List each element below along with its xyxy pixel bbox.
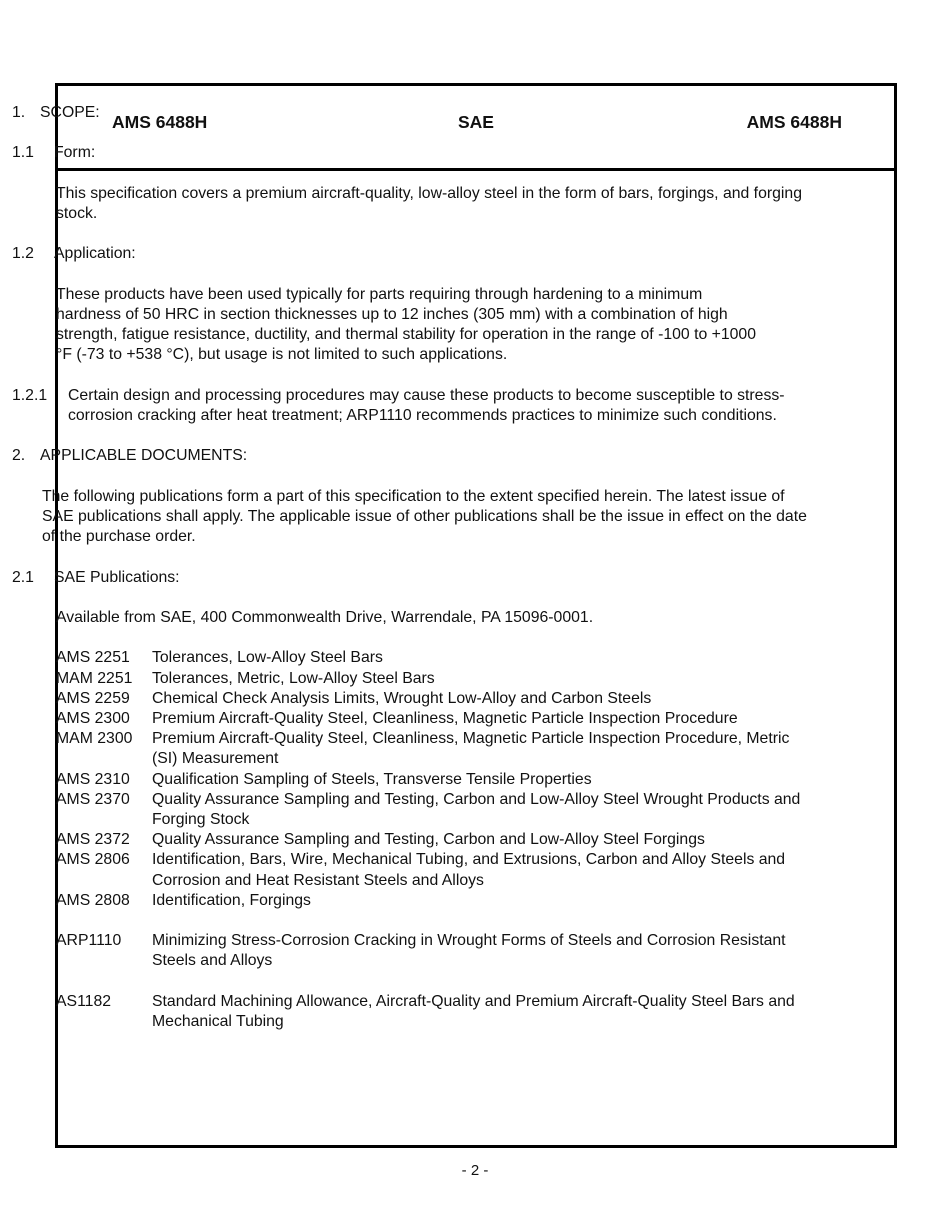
document-item <box>56 648 812 668</box>
section-2-text: The following publications form a part of this specification to the extent specified herein. The latest issue of SAE publications shall apply. The applicable issue of other publications shall be the issue in effect on the date of the purchase order. <box>42 487 807 546</box>
section-title: APPLICABLE DOCUMENTS: <box>40 447 248 465</box>
section-2-1-heading <box>12 568 812 588</box>
document-code: AMS 2372 <box>56 831 130 849</box>
section-1-1-text: This specification covers a premium aircraft-quality, low-alloy steel in the form of bars, forgings, and forging stock. <box>56 184 802 222</box>
section-title: Form: <box>54 144 96 162</box>
section-title: SAE Publications: <box>54 568 180 586</box>
document-code: AMS 2259 <box>56 689 130 707</box>
document-item <box>56 992 812 1032</box>
document-title: Identification, Bars, Wire, Mechanical Tubing, and Extrusions, Carbon and Alloy Steels and Corrosion and Heat Resistant Steels and Alloys <box>152 851 786 889</box>
document-code: AMS 2310 <box>56 770 130 788</box>
document-title: Qualification Sampling of Steels, Transverse Tensile Properties <box>152 770 592 788</box>
document-title: Quality Assurance Sampling and Testing, Carbon and Low-Alloy Steel Forgings <box>152 831 705 849</box>
section-text: Certain design and processing procedures may cause these products to become susceptible to stress-corrosion cracking after heat treatment; ARP1110 recommends practices to minimize such conditions. <box>68 386 785 424</box>
section-number: 2.1 <box>12 568 34 586</box>
section-1-1-heading <box>12 143 812 163</box>
document-title: Chemical Check Analysis Limits, Wrought Low-Alloy and Carbon Steels <box>152 689 652 707</box>
document-title: Identification, Forgings <box>152 891 311 909</box>
document-item <box>56 669 812 689</box>
document-code: MAM 2251 <box>56 669 133 687</box>
page-number: - 2 - <box>461 1162 489 1179</box>
document-item <box>56 830 812 850</box>
document-code: AMS 2300 <box>56 709 130 727</box>
section-number: 1.2.1 <box>12 386 48 404</box>
document-title: Premium Aircraft-Quality Steel, Cleanliness, Magnetic Particle Inspection Procedure <box>152 709 738 727</box>
section-1-heading <box>12 103 812 123</box>
document-code: AMS 2370 <box>56 790 130 808</box>
section-title: SCOPE: <box>40 104 100 121</box>
section-1-2-heading <box>12 244 812 264</box>
section-2-1-text: Available from SAE, 400 Commonwealth Drive, Warrendale, PA 15096-0001. <box>56 608 594 626</box>
document-item <box>56 790 812 830</box>
document-item <box>56 709 812 729</box>
section-number: 2. <box>12 447 26 465</box>
header-doc-number-left: AMS 6488H <box>112 112 208 132</box>
document-code: ARP1110 <box>56 932 122 950</box>
section-number: 1.2 <box>12 245 34 263</box>
document-title: Minimizing Stress-Corrosion Cracking in Wrought Forms of Steels and Corrosion Resistant Steels and Alloys <box>152 932 786 970</box>
document-item <box>56 931 812 971</box>
document-item <box>56 891 812 911</box>
document-item <box>56 689 812 709</box>
section-1-2-text: These products have been used typically for parts requiring through hardening to a minimum hardness of 50 HRC in section thicknesses up to 12 inches (305 mm) with a combination of high strength, fatigue resistance, ductility, and thermal stability for operation in the range of -100 to +1000 °F (-73 to +538 °C), but usage is not limited to such applications. <box>56 285 757 364</box>
header-org: SAE <box>458 112 494 132</box>
document-title: Premium Aircraft-Quality Steel, Cleanliness, Magnetic Particle Inspection Procedure, Metric (SI) Measurement <box>152 730 790 768</box>
document-list <box>12 648 812 1032</box>
document-code: AMS 2251 <box>56 649 130 667</box>
document-code: AS1182 <box>56 992 112 1010</box>
header-doc-number-right: AMS 6488H <box>746 112 842 132</box>
section-number: 1.1 <box>12 144 34 162</box>
section-title: Application: <box>54 245 136 263</box>
document-title: Quality Assurance Sampling and Testing, Carbon and Low-Alloy Steel Wrought Products and Forging Stock <box>152 790 801 828</box>
section-1-2-1 <box>12 386 812 426</box>
document-item <box>56 770 812 790</box>
document-title: Standard Machining Allowance, Aircraft-Quality and Premium Aircraft-Quality Steel Bars and Mechanical Tubing <box>152 992 795 1030</box>
section-number: 1. <box>12 104 26 121</box>
document-code: AMS 2806 <box>56 851 130 869</box>
document-title: Tolerances, Metric, Low-Alloy Steel Bars <box>152 669 435 687</box>
document-item <box>56 850 812 890</box>
document-code: MAM 2300 <box>56 730 133 748</box>
document-code: AMS 2808 <box>56 891 130 909</box>
document-item <box>56 729 812 769</box>
document-title: Tolerances, Low-Alloy Steel Bars <box>152 649 383 667</box>
document-body <box>12 103 812 1032</box>
section-2-heading <box>12 446 812 466</box>
